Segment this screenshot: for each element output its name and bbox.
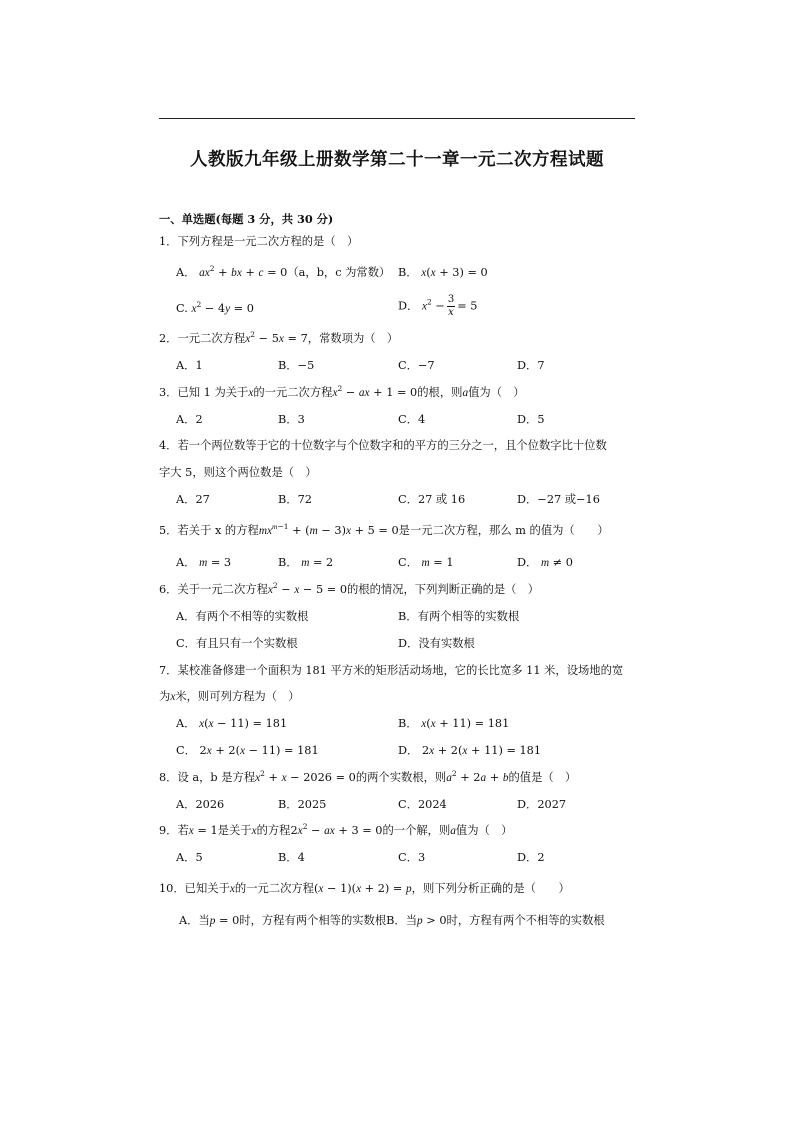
q2-option-b: B．−5 [278,359,315,372]
q4-option-c: C．27 或 16 [398,493,466,506]
page-title: 人教版九年级上册数学第二十一章一元二次方程试题 [190,150,604,170]
q4-option-b: B．72 [278,493,312,506]
q5-option-d: D． m ≠ 0 [517,556,573,569]
q2-option-c: C．−7 [398,359,435,372]
q3-option-b: B．3 [278,413,305,426]
q5-option-b: B． m = 2 [278,556,334,569]
q7-option-c: C． 2x + 2(x − 11) = 181 [176,744,319,757]
question-1-stem: 1．下列方程是一元二次方程的是（ ） [159,235,359,248]
q8-option-d: D．2027 [517,798,567,811]
q6-option-b: B．有两个相等的实数根 [398,610,520,623]
q2-option-d: D．7 [517,359,545,372]
question-9-stem: 9．若x = 1是关于x的方程$2x^2$ − ax + 3 = 0的一个解，则a值为（ ） [159,822,513,837]
q2-option-a: A．1 [176,359,203,372]
q9-option-c: C．3 [398,851,426,864]
q6-option-d: D．没有实数根 [398,637,475,650]
q4-option-a: A．27 [176,493,210,506]
question-4-stem-line2: 字大 5，则这个两位数是（ ） [159,466,317,479]
q3-option-c: C．4 [398,413,426,426]
question-8-stem: 8．设 a，b 是方程$x^2 + x - 2026 = 0$的两个实数根，则$a^2 + 2a + b$的值是（ ） [159,769,577,784]
q3-option-d: D．5 [517,413,545,426]
question-7-stem-line1: 7．某校准备修建一个面积为 181 平方米的矩形活动场地，它的长比宽多 11 米，设场地的宽 [159,664,624,677]
header-rule [159,118,635,119]
question-6-stem: 6．关于一元二次方程$x^2 - x - 5 = 0$的根的情况，下列判断正确的是（ ） [159,581,540,596]
question-2-stem: 2．一元二次方程$x^2 - 5x = 7$，常数项为（ ） [159,330,399,345]
q9-option-d: D．2 [517,851,545,864]
q5-option-a: A． m = 3 [176,556,232,569]
q9-option-b: B．4 [278,851,305,864]
q1-option-d: D． $x^2$ − $\frac{3}{x}$ = 5 [398,294,478,318]
section-heading: 一、单选题(每题 3 分，共 30 分) [159,212,334,226]
q10-options-ab: A．当p = 0时，方程有两个相等的实数根B．当p > 0时，方程有两个不相等的实数根 [179,914,605,927]
q7-option-d: D． 2x + 2(x + 11) = 181 [398,744,542,757]
question-5-stem: 5．若关于 x 的方程$mx^{m-1} + (m - 3)x + 5 = 0$是一元二次方程，那么 m 的值为（ ） [159,522,609,537]
q4-option-d: D．−27 或−16 [517,493,600,506]
question-7-stem-line2: 为x米，则可列方程为（ ） [159,690,300,703]
q7-option-b: B． x(x + 11) = 181 [398,717,510,730]
q1-option-b: B． x(x + 3) = 0 [398,266,488,279]
q8-option-b: B．2025 [278,798,327,811]
question-10-stem: 10．已知关于x的一元二次方程(x − 1)(x + 2) = p，则下列分析正确的是（ ） [159,882,570,895]
q9-option-a: A．5 [176,851,203,864]
q8-option-c: C．2024 [398,798,447,811]
q6-option-c: C．有且只有一个实数根 [176,637,298,650]
q1-option-a: A． $ax^2$ + bx + c = 0（a，b，c 为常数） [176,264,391,279]
q6-option-a: A．有两个不相等的实数根 [176,610,309,623]
question-4-stem-line1: 4．若一个两位数等于它的十位数字与个位数字和的平方的三分之一，且个位数字比十位数 [159,439,607,452]
q7-option-a: A． x(x − 11) = 181 [176,717,288,730]
question-3-stem: 3．已知 1 为关于x的一元二次方程$x^2$ − ax + 1 = 0的根，则a值为（ ） [159,384,525,399]
q1-option-c: C. $x^2 - 4y = 0$ [176,300,254,315]
q3-option-a: A．2 [176,413,203,426]
q8-option-a: A．2026 [176,798,225,811]
q5-option-c: C． m = 1 [398,556,454,569]
